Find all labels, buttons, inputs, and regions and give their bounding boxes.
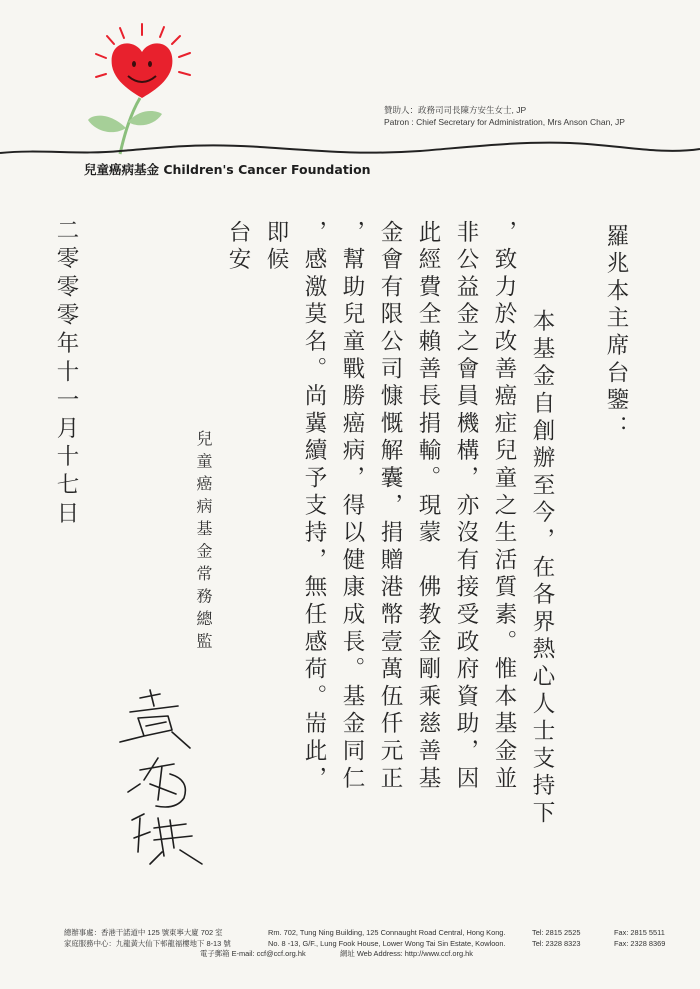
office-address-en: Rm. 702, Tung Ning Building, 125 Connaught Road Central, Hong Kong. (268, 928, 506, 937)
office-fax: Fax: 2815 5511 (614, 928, 665, 937)
closing-salutation: 台安 (225, 220, 251, 275)
family-fax: Fax: 2328 8369 (614, 938, 666, 948)
letter-date: 二零零零年十一月十七日 (53, 218, 79, 530)
letter-column-7: ，感激莫名。尚冀續予支持，無任感荷。耑此， (301, 220, 327, 794)
family-centre-zh: 家庭服務中心：九龍黃大仙下邨龍福樓地下 8-13 號 (64, 938, 231, 948)
footer-family-row (64, 939, 694, 950)
organization-name: 兒童癌病基金 Children's Cancer Foundation (84, 162, 371, 177)
letter-column-5: 金會有限公司慷慨解囊，捐贈港幣壹萬伍仟元正 (377, 220, 403, 794)
footer-office-row (64, 928, 694, 939)
letter-column-2: ，致力於改善癌症兒童之生活質素。惟本基金並 (491, 220, 517, 794)
letter-column-4: 此經費全賴善長捐輸。現蒙 佛教金剛乘慈善基 (415, 220, 441, 794)
patron-zh: 贊助人：政務司司長陳方安生女士, JP (384, 105, 527, 115)
closing-greeting: 即候 (263, 220, 289, 275)
letter-column-6: ，幫助兒童戰勝癌病，得以健康成長。基金同仁 (339, 220, 365, 794)
signer-title: 兒童癌病基金常務總監 (194, 430, 213, 655)
salutation: 羅兆本主席台鑒： (603, 224, 629, 443)
patron-en: Patron : Chief Secretary for Administration, Mrs Anson Chan, JP (384, 117, 625, 127)
email-link[interactable]: 電子郵箱 E-mail: ccf@ccf.org.hk (200, 949, 306, 958)
office-address-zh: 總辦事處：香港干諾道中 125 號東寧大廈 702 室 (64, 928, 223, 937)
footer-contact (64, 928, 694, 960)
patron-info (384, 104, 625, 128)
family-tel: Tel: 2328 8323 (532, 938, 581, 948)
handwritten-signature (110, 688, 220, 868)
header-wave-divider (0, 133, 700, 163)
letter-column-3: 非公益金之會員機構，亦沒有接受政府資助，因 (453, 220, 479, 794)
website-link[interactable]: 網址 Web Address: http://www.ccf.org.hk (340, 949, 473, 958)
family-centre-en: No. 8 -13, G/F., Lung Fook House, Lower Wong Tai Sin Estate, Kowloon. (268, 938, 506, 948)
office-tel: Tel: 2815 2525 (532, 928, 581, 937)
footer-online-row (64, 949, 694, 960)
letter-column-1: 本基金自創辦至今，在各界熱心人士支持下 (529, 282, 555, 828)
